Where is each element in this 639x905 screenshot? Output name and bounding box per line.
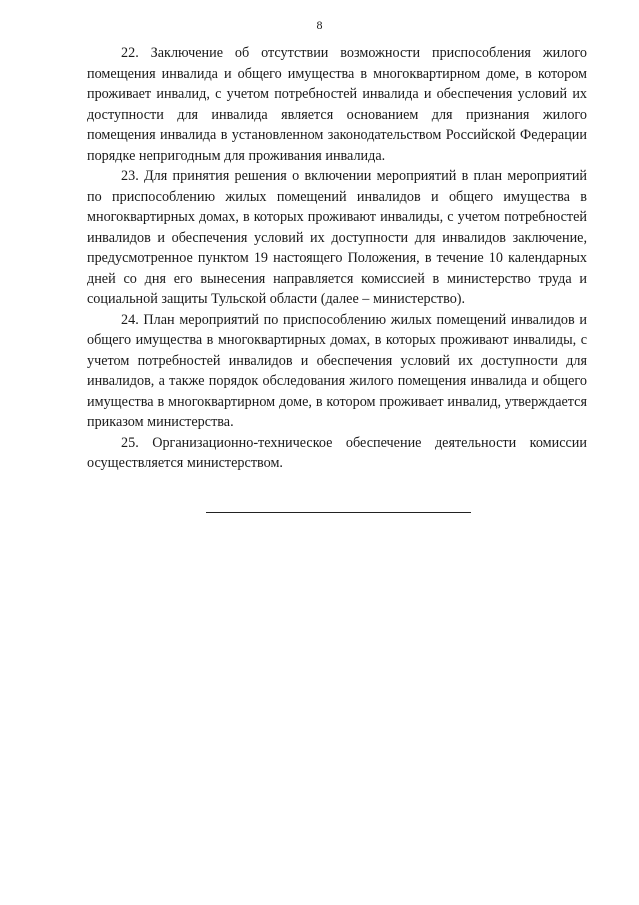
end-separator-line bbox=[206, 512, 471, 513]
paragraph-25: 25. Организационно-техническое обеспечение деятельности комиссии осуществляется министерством. bbox=[87, 434, 587, 471]
paragraph-23: 23. Для принятия решения о включении мероприятий в план мероприятий по приспособлению жилых помещений инвалидов и общего имущества в многоквартирных домах, в которых проживают инвалиды, с учетом потребностей инвалидов и обеспечения условий их доступности для инвалидов заключение, предусмотренное пунктом 19 настоящего Положения, в течение 10 календарных дней со дня его вынесения направляется комиссией в министерство труда и социальной защиты Тульской области (далее – министерство). bbox=[87, 168, 587, 307]
paragraph-22: 22. Заключение об отсутствии возможности приспособления жилого помещения инвалида и общего имущества в многоквартирном доме, в котором проживает инвалид, с учетом потребностей инвалида и обеспечения условий их доступности для инвалида является основанием для признания жилого помещения инвалида в установленном законодательством Российской Федерации порядке непригодным для проживания инвалида. bbox=[87, 45, 587, 164]
paragraph-24: 24. План мероприятий по приспособлению жилых помещений инвалидов и общего имущества в многоквартирных домах, в которых проживают инвалиды, с учетом потребностей инвалидов и обеспечения условий их доступности для инвалидов, а также порядок обследования жилого помещения инвалида и общего имущества в многоквартирном доме, в котором проживает инвалид, утверждается приказом министерства. bbox=[87, 311, 587, 430]
page-number: 8 bbox=[316, 18, 323, 32]
document-body bbox=[87, 43, 587, 474]
